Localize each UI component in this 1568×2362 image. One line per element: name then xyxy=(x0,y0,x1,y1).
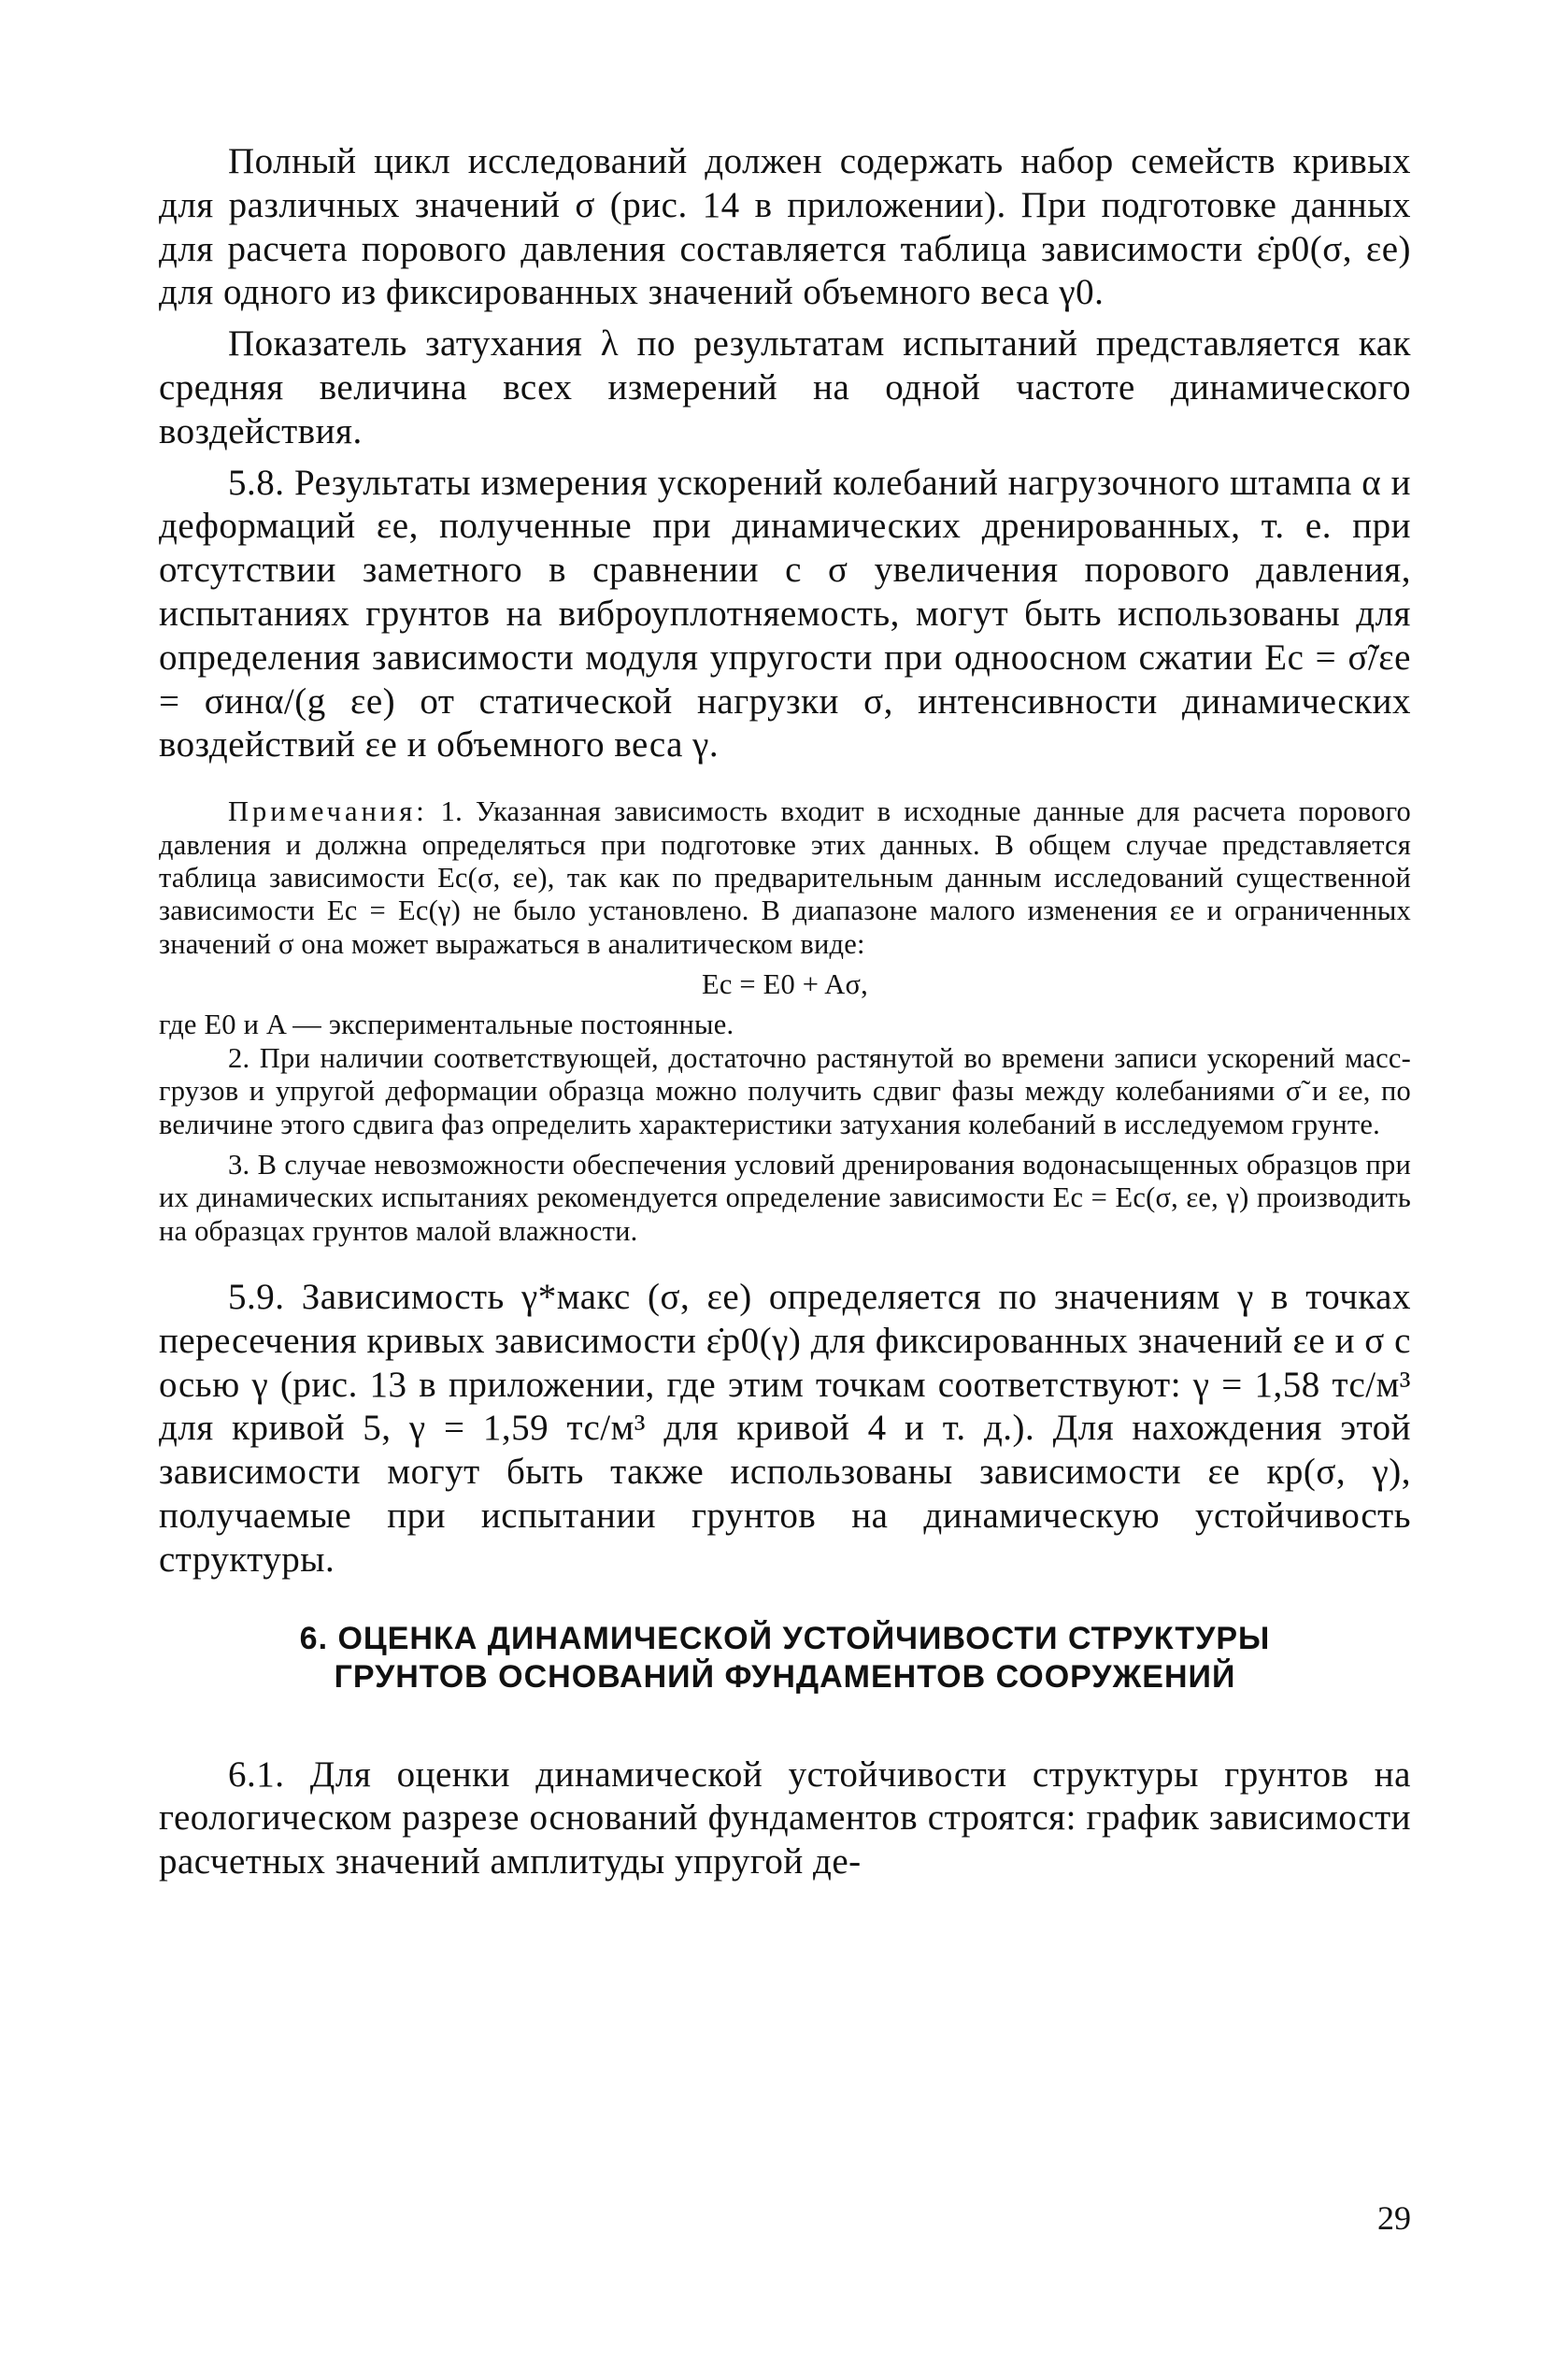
section-heading-6 xyxy=(159,1620,1411,1697)
clause-number-5-8: 5.8. xyxy=(228,462,285,503)
formula-ec: Ec = E0 + Aσ, xyxy=(702,968,868,1001)
page-content xyxy=(159,140,1411,1884)
paragraph-6-1 xyxy=(159,1754,1411,1884)
note-1-text: 1. Указанная зависимость входит в исходные данные для расчета порового давления и должна определяться при подготовке этих данных. В общем случае представляется таблица зависимости Ec(σ, εe), так как по предварительным данным исследований существенной зависимости Ec = Ec(γ) не было установлено. В диапазоне малого изменения εe и ограниченных значений σ она может выражаться в аналитическом виде: xyxy=(159,795,1411,960)
note-2: 2. При наличии соответствующей, достаточно растянутой во времени записи ускорений масс-грузов и упругой деформации образца можно получить сдвиг фазы между колебаниями σ̃ и εe, по величине этого сдвига фаз определить характеристики затухания колебаний в исследуемом грунте. xyxy=(159,1041,1411,1140)
paragraph-full-cycle: Полный цикл исследований должен содержать набор семейств кривых для различных значений σ (рис. 14 в приложении). При подготовке данных для расчета порового давления составляется таблица зависимости ε̇p0(σ, εe) для одного из фиксированных значений объемного веса γ0. xyxy=(159,141,1411,313)
note-1-tail: где E0 и A — экспериментальные постоянные. xyxy=(159,1009,734,1041)
paragraph-5-8 xyxy=(159,462,1411,768)
note-1 xyxy=(159,795,1411,961)
note-3: 3. В случае невозможности обеспечения условий дренирования водонасыщенных образцов при их динамических испытаниях рекомендуется определение зависимости Ec = Ec(σ, εe, γ) производить на образцах грунтов малой влажности. xyxy=(159,1148,1411,1247)
paragraph-5-8-text: Результаты измерения ускорений колебаний нагрузочного штампа α и деформаций εe, полученные при динамических дренированных, т. е. при отсутствии заметного в сравнении с σ увеличения порового давления, испытаниях грунтов на виброуплотняемость, могут быть использованы для определения зависимости модуля упругости при одноосном сжатии Ec = σ̃/εe = σинα/(g εe) от статической нагрузки σ, интенсивности динамических воздействий εe и объемного веса γ. xyxy=(159,462,1411,766)
page-number: 29 xyxy=(1377,2199,1411,2237)
paragraph-5-9 xyxy=(159,1276,1411,1582)
clause-number-5-9: 5.9. xyxy=(228,1277,285,1318)
clause-number-6-1: 6.1. xyxy=(228,1754,285,1795)
section-heading-line-1: 6. ОЦЕНКА ДИНАМИЧЕСКОЙ УСТОЙЧИВОСТИ СТРУКТУРЫ xyxy=(299,1620,1271,1656)
section-heading-line-2: ГРУНТОВ ОСНОВАНИЙ ФУНДАМЕНТОВ СООРУЖЕНИЙ xyxy=(334,1659,1236,1696)
paragraph-5-9-text: Зависимость γ*макс (σ, εe) определяется по значениям γ в точках пересечения кривых зависимости ε̇p0(γ) для фиксированных значений εe и σ с осью γ (рис. 13 в приложении, где этим точкам соответствуют: γ = 1,58 тс/м³ для кривой 5, γ = 1,59 тс/м³ для кривой 4 и т. д.). Для нахождения этой зависимости могут быть также использованы зависимости εe кр(σ, γ), получаемые при испытании грунтов на динамическую устойчивость структуры. xyxy=(159,1277,1411,1580)
paragraph-6-1-text: Для оценки динамической устойчивости структуры грунтов на геологическом разрезе оснований фундаментов строятся: график зависимости расчетных значений амплитуды упругой де- xyxy=(159,1754,1411,1882)
paragraph-damping-index: Показатель затухания λ по результатам испытаний представляется как средняя величина всех измерений на одной частоте динамического воздействия. xyxy=(159,323,1411,451)
notes-title: Примечания: xyxy=(228,795,428,828)
